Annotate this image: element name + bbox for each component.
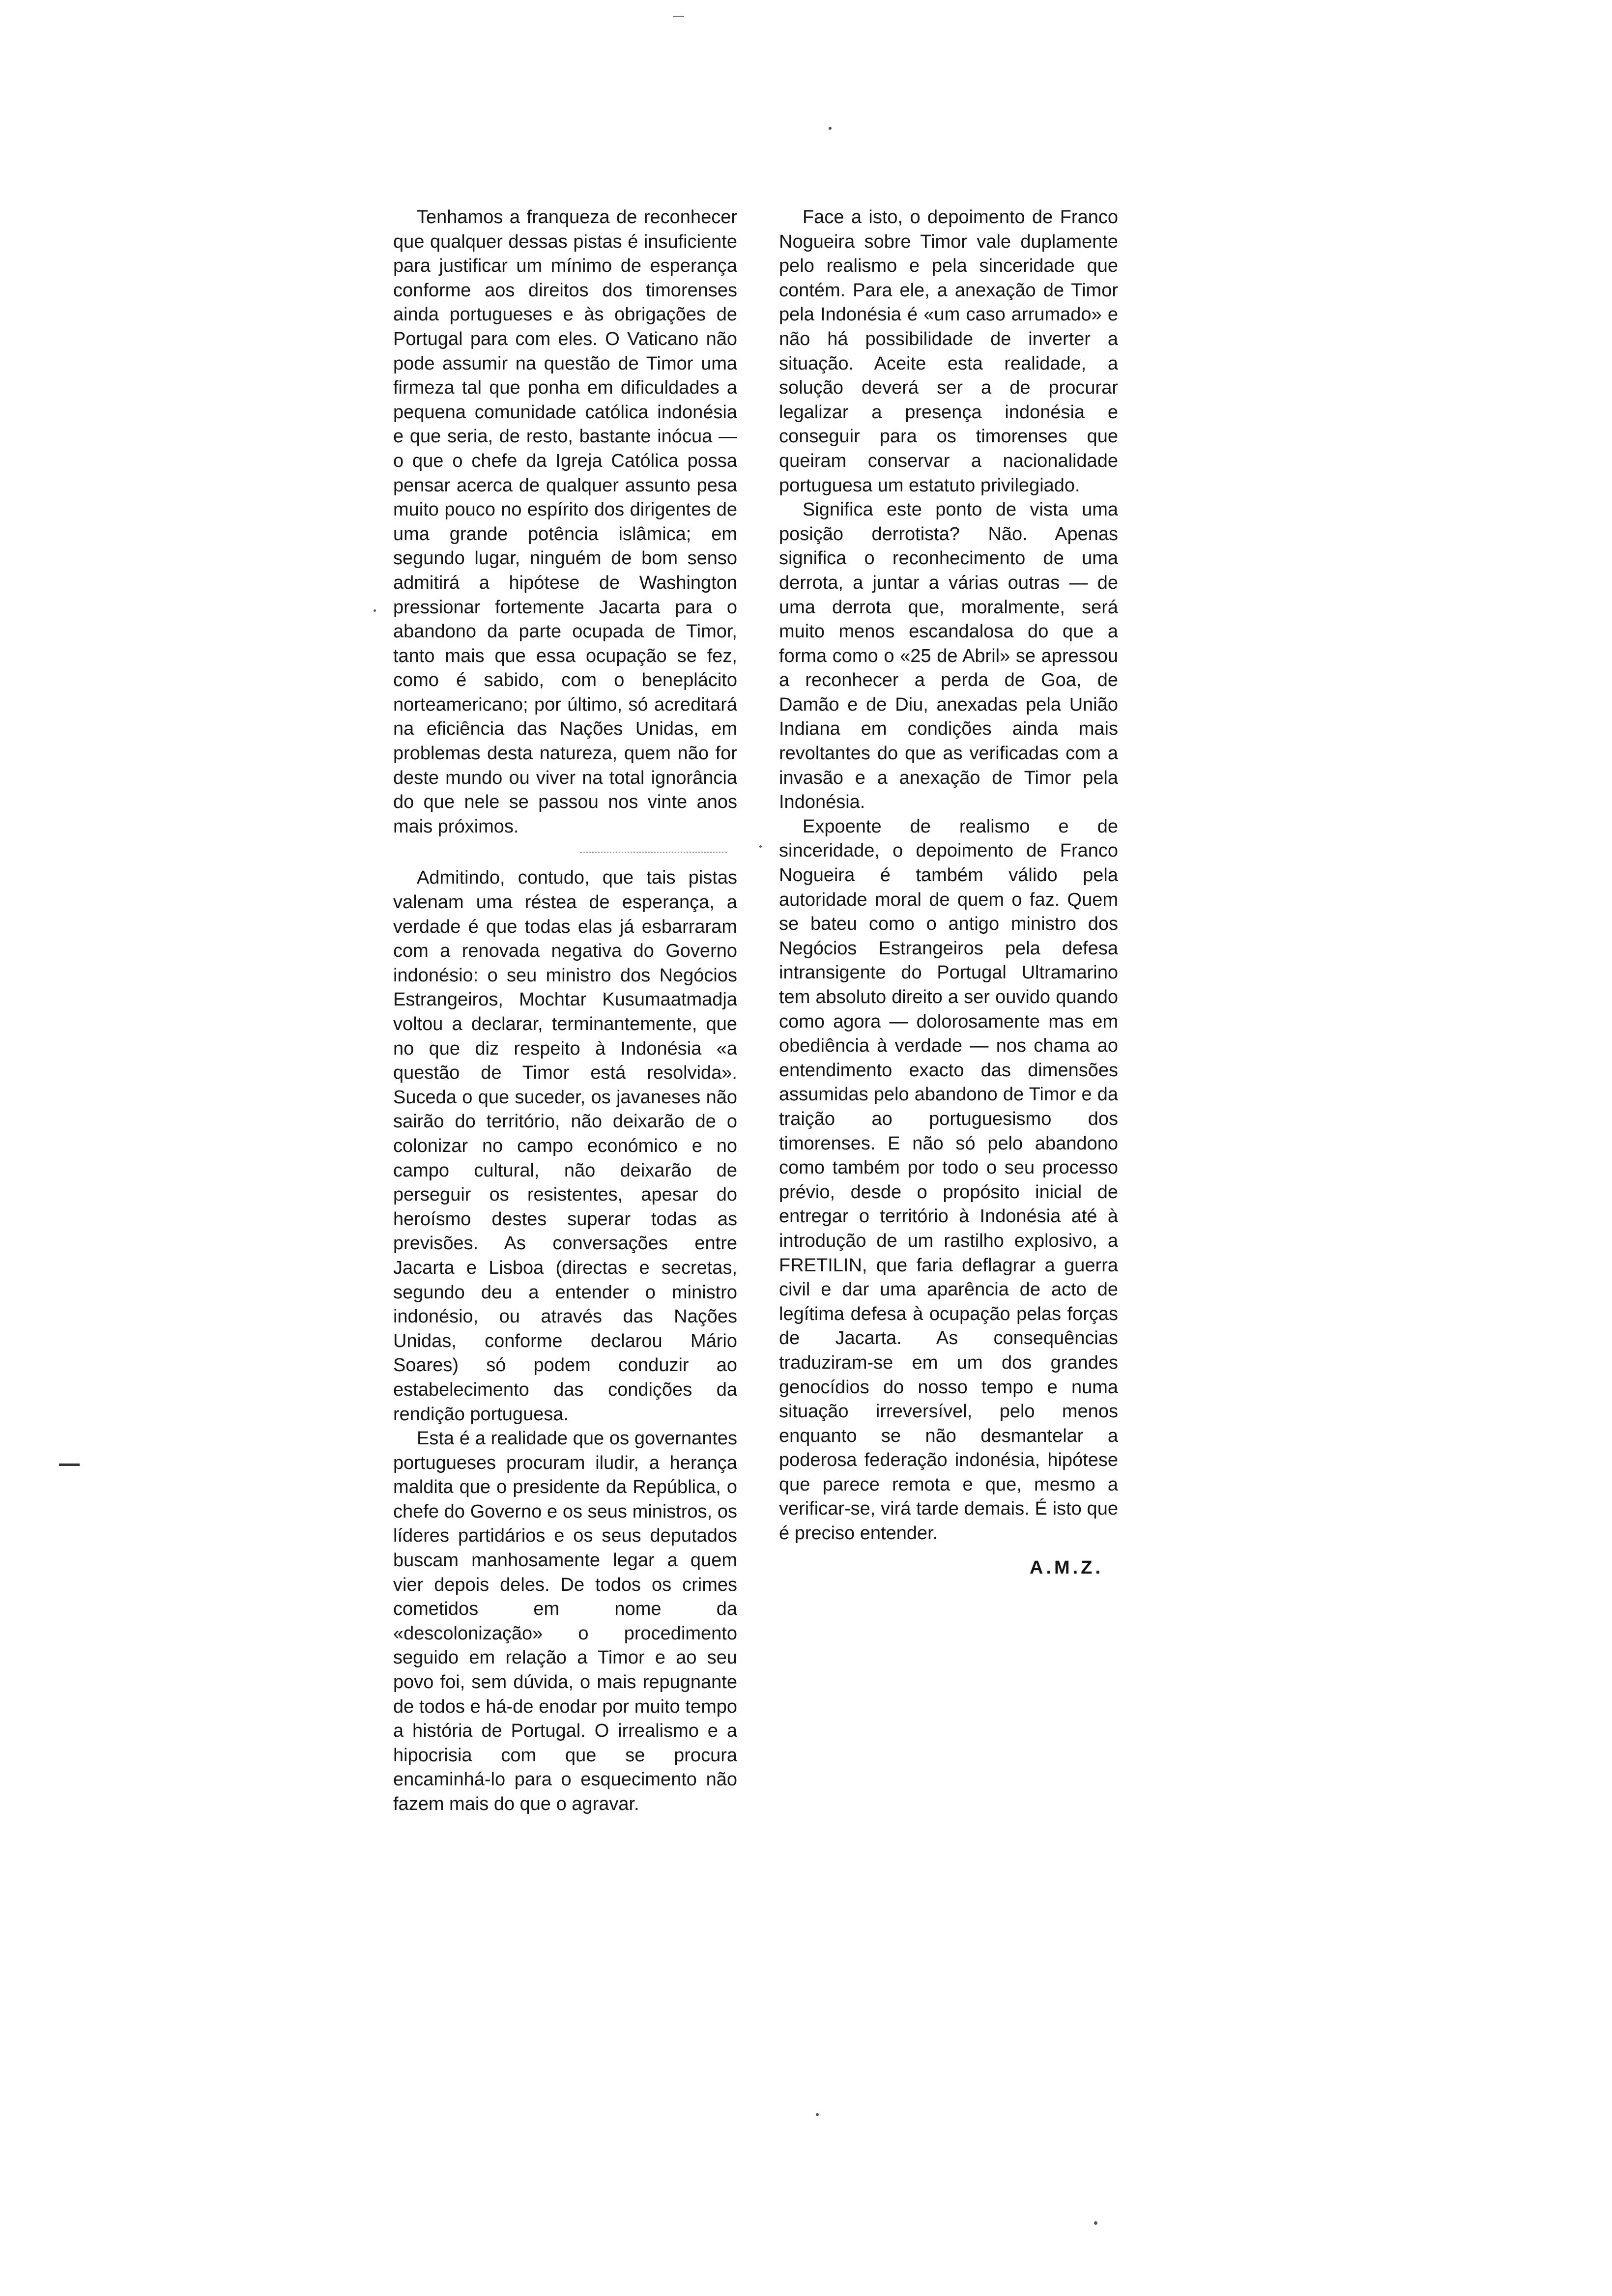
scan-speck	[816, 2113, 819, 2116]
scan-speck	[374, 609, 376, 612]
left-paragraph-1: Tenhamos a franqueza de reconhecer que qualquer dessas pistas é insuficiente para justificar um mínimo de esperança conforme aos direitos dos timorenses ainda portugueses e às obrigações de Portugal para com eles. O Vaticano não pode assumir na questão de Timor uma firmeza tal que ponha em dificuldades a pequena comunidade católica indonésia e que seria, de resto, bastante inócua — o que o chefe da Igreja Católica possa pensar acerca de qualquer assunto pesa muito pouco no espírito dos dirigentes de uma grande potência islâmica; em segundo lugar, ninguém de bom senso admitirá a hipótese de Washington pressionar fortemente Jacarta para o abandono da parte ocupada de Timor, tanto mais que essa ocupação se fez, como é sabido, com o beneplácito norteamericano; por último, só acreditará na eficiência das Nações Unidas, em problemas desta natureza, quem não for deste mundo ou viver na total ignorância do que nele se passou nos vinte anos mais próximos.	[393, 207, 737, 837]
article-right-column	[779, 205, 1118, 1580]
left-paragraph-2: Admitindo, contudo, que tais pistas valenam uma réstea de esperança, a verdade é que todas elas já esbarraram com a renovada negativa do Governo indonésio: o seu ministro dos Negócios Estrangeiros, Mochtar Kusumaatmadja voltou a declarar, terminantemente, que no que diz respeito à Indonésia «a questão de Timor está resolvida». Suceda o que suceder, os javaneses não sairão do território, não deixarão de o colonizar no campo económico e no campo cultural, não deixarão de perseguir os resistentes, apesar do heroísmo destes superar todas as previsões. As conversações entre Jacarta e Lisboa (directas e secretas, segundo deu a entender o ministro indonésio, ou através das Nações Unidas, conforme declarou Mário Soares) só podem conduzir ao estabelecimento das condições da rendição portuguesa.	[393, 867, 737, 1425]
scan-speck	[829, 127, 832, 130]
article-left-column	[393, 205, 737, 1817]
right-paragraph-1: Face a isto, o depoimento de Franco Nogueira sobre Timor vale duplamente pelo realismo e pela sinceridade que contém. Para ele, a anexação de Timor pela Indonésia é «um caso arrumado» e não há possibilidade de inverter a situação. Aceite esta realidade, a solução deverá ser a de procurar legalizar a presença indonésia e conseguir para os timorenses que queiram conservar a nacionalidade portuguesa um estatuto privilegiado.	[779, 207, 1118, 496]
right-paragraph-2: Significa este ponto de vista uma posição derrotista? Não. Apenas significa o reconhecimento de uma derrota, a juntar a várias outras — de uma derrota que, moralmente, será muito menos escandalosa do que a forma como o «25 de Abril» se apressou a reconhecer a perda de Goa, de Damão e de Diu, anexadas pela União Indiana em condições ainda mais revoltantes do que as verificadas com a invasão e a anexação de Timor pela Indonésia.	[779, 499, 1118, 813]
left-paragraph-3: Esta é a realidade que os governantes portugueses procuram iludir, a herança maldita que o presidente da República, o chefe do Governo e os seus ministros, os líderes partidários e os seus deputados buscam manhosamente legar a quem vier depois deles. De todos os crimes cometidos em nome da «descolonização» o procedimento seguido em relação a Timor e ao seu povo foi, sem dúvida, o mais repugnante de todos e há-de enodar por muito tempo a história de Portugal. O irrealismo e a hipocrisia com que se procura encaminhá-lo para o esquecimento não fazem mais do que o agravar.	[393, 1428, 737, 1814]
section-divider	[580, 852, 727, 853]
right-paragraph-3: Expoente de realismo e de sinceridade, o depoimento de Franco Nogueira é também válido pela autoridade moral de quem o faz. Quem se bateu como o antigo ministro dos Negócios Estrangeiros pela defesa intransigente do Portugal Ultramarino tem absoluto direito a ser ouvido quando como agora — dolorosamente mas em obediência à verdade — nos chama ao entendimento exacto das dimensões assumidas pelo abandono de Timor e da traição ao portuguesismo dos timorenses. E não só pelo abandono como também por todo o seu processo prévio, desde o propósito inicial de entregar o território à Indonésia até à introdução de um rastilho explosivo, a FRETILIN, que faria deflagrar a guerra civil e dar uma aparência de acto de legítima defesa à ocupação pelas forças de Jacarta. As consequências traduziram-se em um dos grandes genocídios do nosso tempo e numa situação irreversível, pelo menos enquanto se não desmantelar a poderosa federação indonésia, hipótese que parece remota e que, mesmo a verificar-se, virá tarde demais. É isto que é preciso entender.	[779, 816, 1118, 1544]
scan-speck	[759, 845, 762, 848]
scan-mark-top	[673, 16, 684, 17]
scan-speck	[1094, 2221, 1097, 2225]
author-signature: A.M.Z.	[1030, 1557, 1103, 1578]
scan-mark-left	[59, 1464, 80, 1466]
